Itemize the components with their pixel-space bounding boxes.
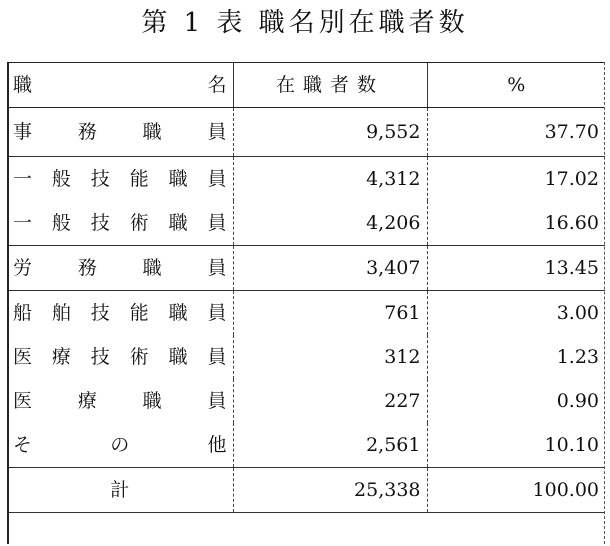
total-employee-count: 25,338 xyxy=(233,468,427,513)
row-job-title: 船 舶 技 能 職 員 xyxy=(13,301,227,324)
row-employee-count: 761 xyxy=(233,291,427,336)
row-percent: 16.60 xyxy=(427,201,605,246)
total-row xyxy=(7,468,605,513)
total-label: 計 xyxy=(7,468,233,513)
row-percent: 10.10 xyxy=(427,423,605,468)
row-employee-count: 227 xyxy=(233,379,427,423)
row-job-title: 事 務 職 員 xyxy=(7,108,233,157)
row-percent: 37.70 xyxy=(427,108,605,157)
total-percent: 100.00 xyxy=(427,468,605,513)
table-row xyxy=(7,108,605,157)
row-job-title: 労 務 職 員 xyxy=(7,246,233,291)
row-percent: 0.90 xyxy=(427,379,605,423)
table-row xyxy=(7,379,605,423)
row-percent: 13.45 xyxy=(427,246,605,291)
table-header-row xyxy=(7,63,605,108)
page-title: 第 1 表 職名別在職者数 xyxy=(141,8,469,38)
row-job-title: 一 般 技 能 職 員 xyxy=(13,167,227,190)
row-employee-count: 4,206 xyxy=(233,201,427,246)
staff-by-job-title-table xyxy=(7,62,605,513)
row-employee-count: 4,312 xyxy=(233,157,427,202)
header-job-title: 職 名 xyxy=(7,63,233,108)
row-job-title: 医 療 職 員 xyxy=(13,389,227,412)
table-row xyxy=(7,201,605,246)
table-right-rule xyxy=(604,62,606,544)
table-row xyxy=(7,246,605,291)
row-job-title: そ の 他 xyxy=(13,433,227,456)
table-row xyxy=(7,291,605,336)
row-percent: 1.23 xyxy=(427,335,605,379)
table-row xyxy=(7,335,605,379)
row-employee-count: 9,552 xyxy=(233,108,427,157)
row-employee-count: 2,561 xyxy=(233,423,427,468)
row-employee-count: 3,407 xyxy=(233,246,427,291)
header-percent: % xyxy=(427,63,605,108)
row-job-title: 一 般 技 術 職 員 xyxy=(7,201,233,246)
row-employee-count: 312 xyxy=(233,335,427,379)
table-row xyxy=(7,157,605,202)
row-percent: 17.02 xyxy=(427,157,605,202)
header-employee-count: 在職者数 xyxy=(233,63,427,108)
row-percent: 3.00 xyxy=(427,291,605,336)
table-row xyxy=(7,423,605,468)
row-job-title: 医 療 技 術 職 員 xyxy=(13,345,227,368)
table-left-rule xyxy=(7,62,9,544)
